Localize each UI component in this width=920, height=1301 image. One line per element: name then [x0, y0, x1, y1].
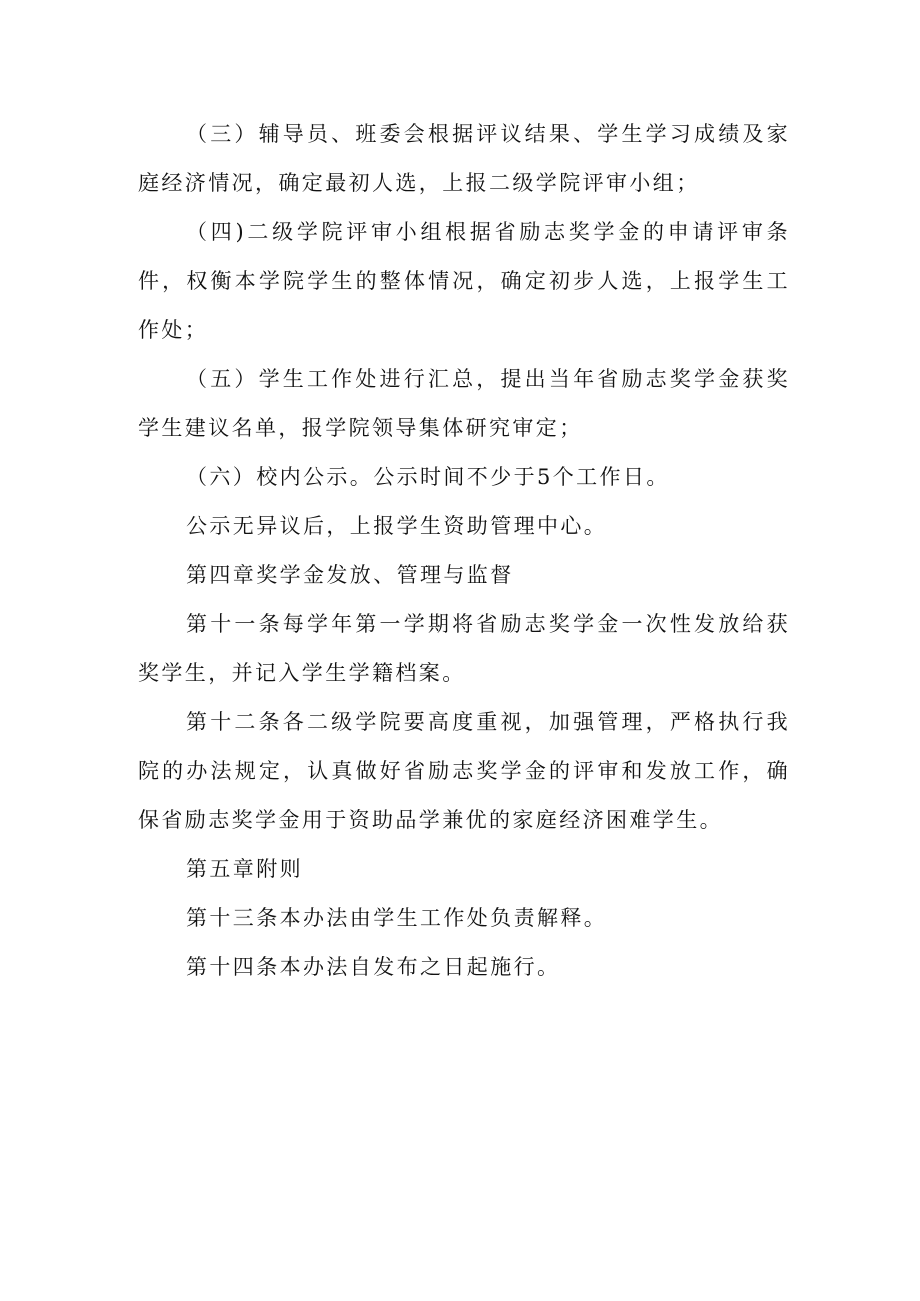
article-11: 第十一条每学年第一学期将省励志奖学金一次性发放给获奖学生，并记入学生学籍档案。 — [138, 612, 790, 685]
paragraph-report-center: 公示无异议后，上报学生资助管理中心。 — [186, 514, 608, 538]
paragraph-item-6-publicity: （六）校内公示。公示时间不少于5个工作日。 — [186, 465, 670, 489]
paragraph-item-4-college-review: （四)二级学院评审小组根据省励志奖学金的申请评审条件，权衡本学院学生的整体情况，确定初步人选，上报学生工作处； — [138, 220, 790, 342]
document-body — [138, 110, 790, 992]
article-13: 第十三条本办法由学生工作处负责解释。 — [186, 906, 608, 930]
article-14: 第十四条本办法自发布之日起施行。 — [186, 955, 561, 979]
paragraph-item-3-recommendation: （三）辅导员、班委会根据评议结果、学生学习成绩及家庭经济情况，确定最初人选，上报二级学院评审小组； — [138, 122, 790, 195]
chapter-heading-4: 第四章奖学金发放、管理与监督 — [186, 563, 514, 587]
paragraph-item-5-summary: （五）学生工作处进行汇总，提出当年省励志奖学金获奖学生建议名单，报学院领导集体研究审定； — [138, 367, 790, 440]
article-12: 第十二条各二级学院要高度重视，加强管理，严格执行我院的办法规定，认真做好省励志奖学金的评审和发放工作，确保省励志奖学金用于资助品学兼优的家庭经济困难学生。 — [138, 710, 790, 832]
chapter-heading-5: 第五章附则 — [186, 857, 303, 881]
